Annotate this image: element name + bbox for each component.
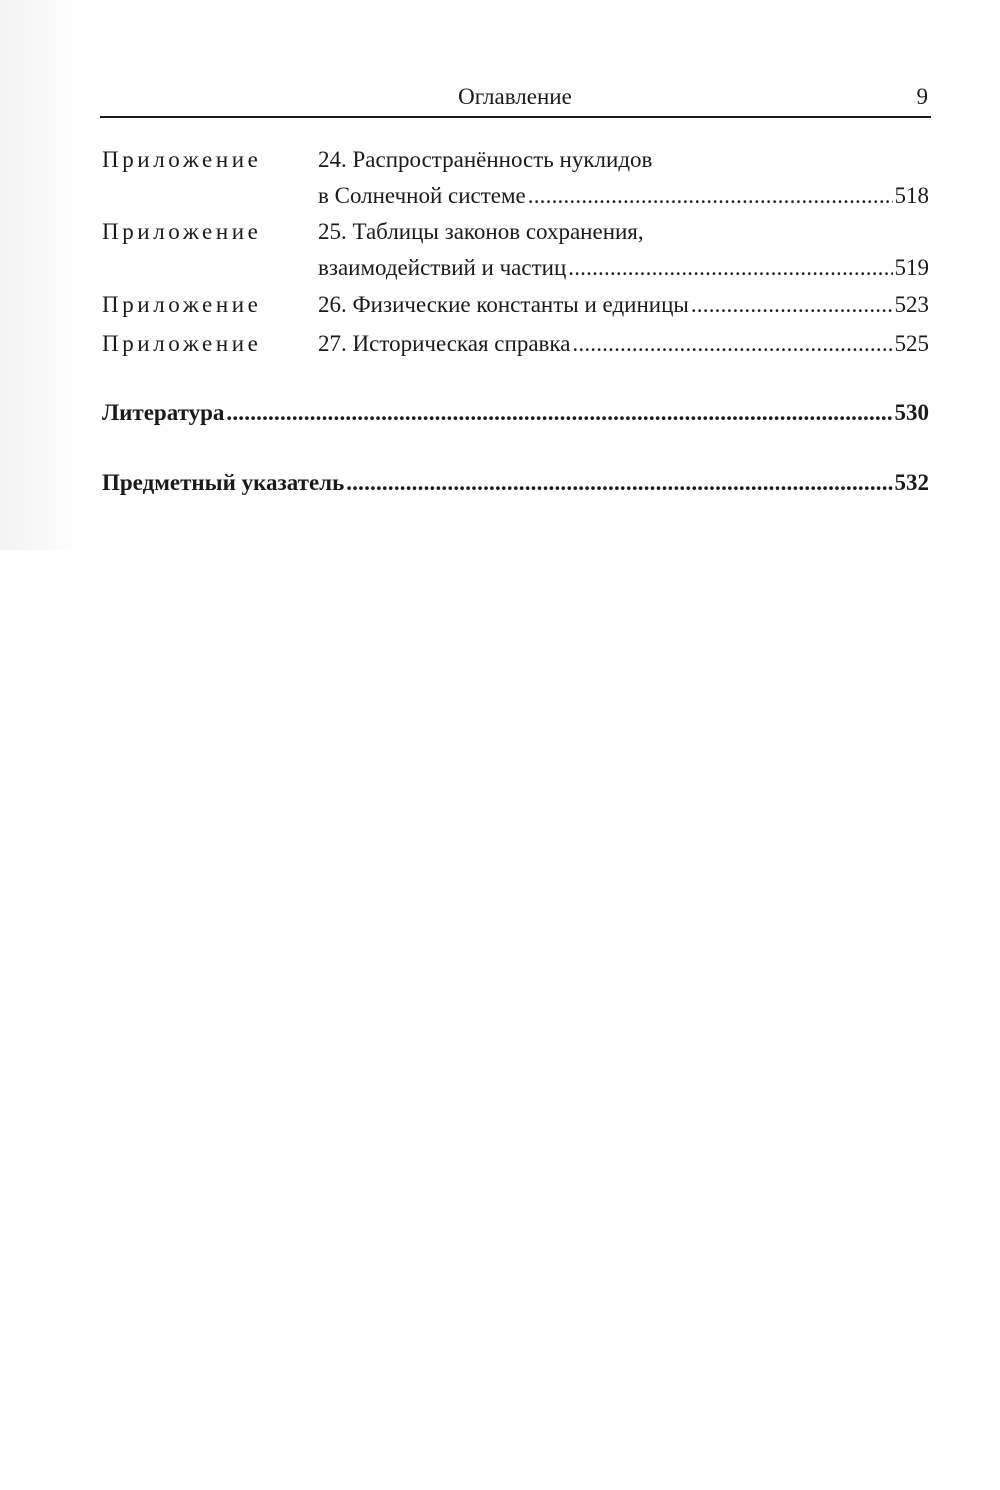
entry-page: 518 — [894, 183, 929, 208]
running-head — [100, 84, 930, 114]
leader-dots — [568, 250, 892, 286]
entry-title: Физические константы и единицы — [352, 292, 689, 317]
appendix-number: 27. — [318, 331, 347, 356]
toc-entry-appendix-26[interactable] — [102, 287, 929, 323]
toc-entry-subject-index[interactable] — [102, 465, 929, 501]
appendix-prefix: Приложение — [102, 331, 262, 356]
entry-page: 525 — [894, 331, 929, 356]
toc-entry-appendix-25[interactable] — [102, 214, 929, 286]
toc-entry-appendix-27[interactable] — [102, 326, 929, 362]
appendix-prefix: Приложение — [102, 292, 262, 317]
entry-page: 532 — [894, 470, 929, 495]
entry-title-continued: в Солнечной системе — [318, 183, 526, 208]
entry-title: Распространённость нуклидов — [352, 147, 653, 172]
page-number: 9 — [916, 84, 928, 109]
appendix-number: 26. — [318, 292, 347, 317]
entry-title-continued: взаимодействий и частиц — [318, 255, 567, 280]
entry-title: Таблицы законов сохранения, — [352, 219, 644, 244]
appendix-prefix: Приложение — [102, 147, 262, 172]
appendix-number: 25. — [318, 219, 347, 244]
appendix-prefix: Приложение — [102, 219, 262, 244]
toc-entry-literature[interactable] — [102, 395, 929, 431]
entry-page: 519 — [894, 255, 929, 280]
scan-edge-shadow — [0, 0, 86, 550]
leader-dots — [572, 326, 892, 362]
entry-page: 523 — [894, 292, 929, 317]
header-rule — [100, 116, 931, 118]
leader-dots — [226, 395, 892, 431]
entry-page: 530 — [894, 400, 929, 425]
toc-entry-appendix-24[interactable] — [102, 142, 929, 214]
entry-title: Литература — [102, 400, 225, 425]
appendix-number: 24. — [318, 147, 347, 172]
leader-dots — [346, 465, 892, 501]
entry-title: Историческая справка — [352, 331, 571, 356]
leader-dots — [528, 178, 893, 214]
running-title: Оглавление — [458, 84, 572, 109]
entry-title: Предметный указатель — [102, 470, 345, 495]
leader-dots — [691, 287, 893, 323]
